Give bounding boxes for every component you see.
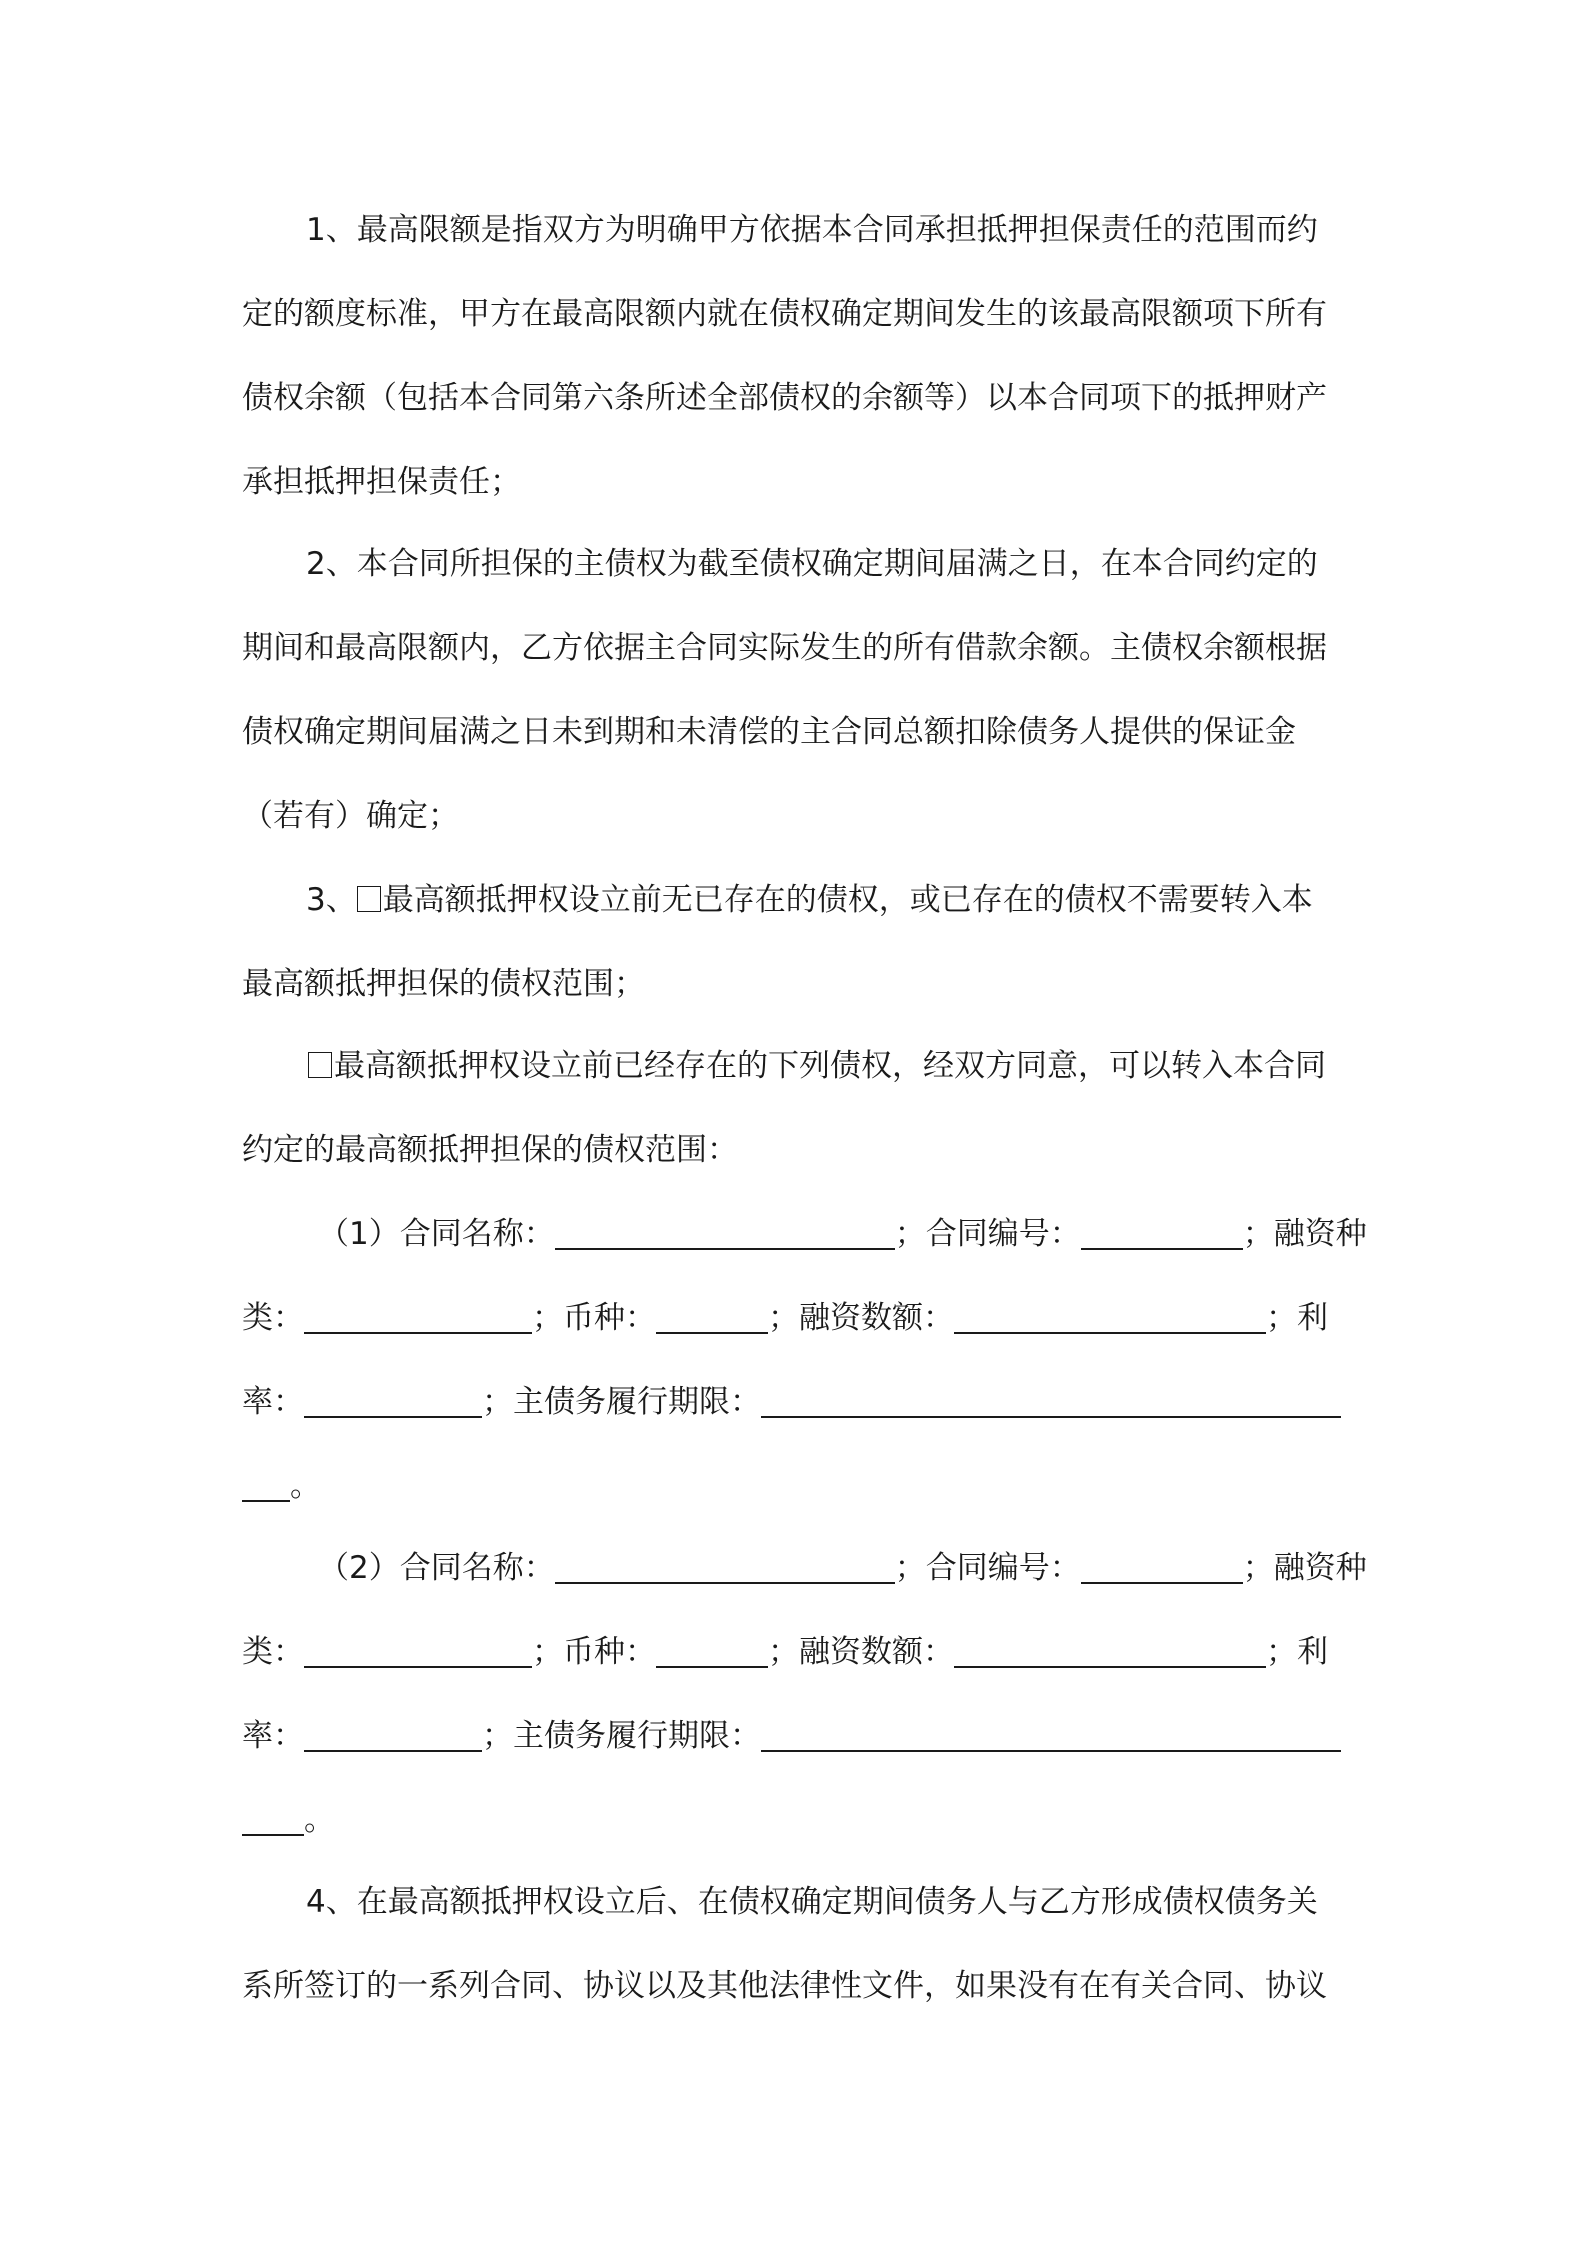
debt-item-1-line-2 [242,1288,1352,1348]
field-label: 利 [1297,1300,1328,1336]
debt-term-field-continuation[interactable] [242,1796,304,1836]
financing-amount-field[interactable] [954,1294,1266,1334]
paragraph-text: 1、最高限额是指双方为明确甲方依据本合同承担抵押担保责任的范围而约 [306,212,1318,248]
paragraph-text: 系所签订的一系列合同、协议以及其他法律性文件，如果没有在有关合同、协议 [242,1968,1327,2004]
item-number: （2） [318,1550,400,1586]
field-label: 合同名称： [399,1216,555,1252]
field-label: 融资种 [1273,1216,1367,1252]
paragraph-text: 定的额度标准，甲方在最高限额内就在债权确定期间发生的该最高限额项下所有 [242,296,1327,332]
separator: ； [1266,1300,1297,1336]
option-a-checkbox[interactable] [357,886,381,912]
interest-rate-field[interactable] [304,1378,482,1418]
paragraph-3-line-1 [242,870,1352,930]
contract-number-field[interactable] [1081,1210,1243,1250]
paragraph-3b-line-2 [242,1120,1352,1180]
separator: ； [894,1216,926,1252]
field-label: 融资种 [1273,1550,1367,1586]
interest-rate-field[interactable] [304,1712,482,1752]
field-label: 币种： [563,1300,656,1336]
paragraph-text: 债权余额（包括本合同第六条所述全部债权的余额等）以本合同项下的抵押财产 [242,380,1327,416]
contract-number-field[interactable] [1081,1544,1243,1584]
paragraph-4-line-2 [242,1956,1352,2016]
paragraph-2-line-2 [242,618,1352,678]
contract-name-field[interactable] [555,1544,895,1584]
paragraph-text: 期间和最高限额内，乙方依据主合同实际发生的所有借款余额。主债权余额根据 [242,630,1327,666]
option-b-checkbox[interactable] [308,1052,332,1078]
paragraph-3b-line-1 [242,1036,1352,1096]
debt-term-field[interactable] [761,1378,1341,1418]
financing-amount-field[interactable] [954,1628,1266,1668]
debt-item-2-line-4 [242,1790,1352,1850]
paragraph-2-line-1 [242,534,1352,594]
separator: ； [768,1300,799,1336]
separator: ； [532,1634,563,1670]
separator: 。 [304,1802,335,1838]
paragraph-text: 最高额抵押担保的债权范围； [242,966,645,1002]
separator: ； [482,1384,513,1420]
debt-item-1-line-1 [242,1204,1367,1264]
separator: ； [768,1634,799,1670]
field-label: 主债务履行期限： [513,1384,761,1420]
paragraph-3-line-2 [242,954,1352,1014]
paragraph-text: 最高额抵押权设立前无已存在的债权，或已存在的债权不需要转入本 [382,882,1313,918]
field-label: 币种： [563,1634,656,1670]
paragraph-4-line-1 [242,1872,1352,1932]
paragraph-text: 债权确定期间届满之日未到期和未清偿的主合同总额扣除债务人提供的保证金 [242,714,1296,750]
field-label: 合同编号： [925,1216,1081,1252]
paragraph-1-line-4 [242,452,1352,512]
paragraph-2-line-4 [242,786,1352,846]
field-label: 融资数额： [799,1634,954,1670]
debt-item-1-line-3 [242,1372,1352,1432]
field-label: 合同名称： [399,1550,555,1586]
currency-field[interactable] [656,1294,768,1334]
debt-item-2-line-1 [242,1538,1367,1598]
separator: ； [532,1300,563,1336]
separator: ； [1242,1550,1274,1586]
debt-term-field-continuation[interactable] [242,1462,290,1502]
field-label: 率： [242,1384,304,1420]
paragraph-text: （若有）确定； [242,798,459,834]
separator: ； [1242,1216,1274,1252]
debt-term-field[interactable] [761,1712,1341,1752]
field-label: 类： [242,1634,304,1670]
paragraph-text: 最高额抵押权设立前已经存在的下列债权，经双方同意，可以转入本合同 [334,1048,1326,1084]
paragraph-text: 承担抵押担保责任； [242,464,521,500]
field-label: 类： [242,1300,304,1336]
paragraph-text: 4、在最高额抵押权设立后、在债权确定期间债务人与乙方形成债权债务关 [306,1884,1318,1920]
paragraph-2-line-3 [242,702,1352,762]
separator: ； [894,1550,926,1586]
paragraph-text: 约定的最高额抵押担保的债权范围： [242,1132,738,1168]
debt-item-2-line-3 [242,1706,1352,1766]
paragraph-1-line-3 [242,368,1352,428]
field-label: 利 [1297,1634,1328,1670]
item-number: （1） [318,1216,400,1252]
debt-item-2-line-2 [242,1622,1352,1682]
financing-type-field[interactable] [304,1294,532,1334]
field-label: 合同编号： [925,1550,1081,1586]
paragraph-text: 2、本合同所担保的主债权为截至债权确定期间届满之日，在本合同约定的 [306,546,1318,582]
separator: ； [482,1718,513,1754]
debt-item-1-line-4 [242,1456,1352,1516]
paragraph-1-line-1 [242,200,1352,260]
field-label: 主债务履行期限： [513,1718,761,1754]
field-label: 率： [242,1718,304,1754]
contract-name-field[interactable] [555,1210,895,1250]
paragraph-number: 3、 [306,882,357,918]
separator: ； [1266,1634,1297,1670]
separator: 。 [290,1468,321,1504]
paragraph-1-line-2 [242,284,1352,344]
financing-type-field[interactable] [304,1628,532,1668]
currency-field[interactable] [656,1628,768,1668]
field-label: 融资数额： [799,1300,954,1336]
